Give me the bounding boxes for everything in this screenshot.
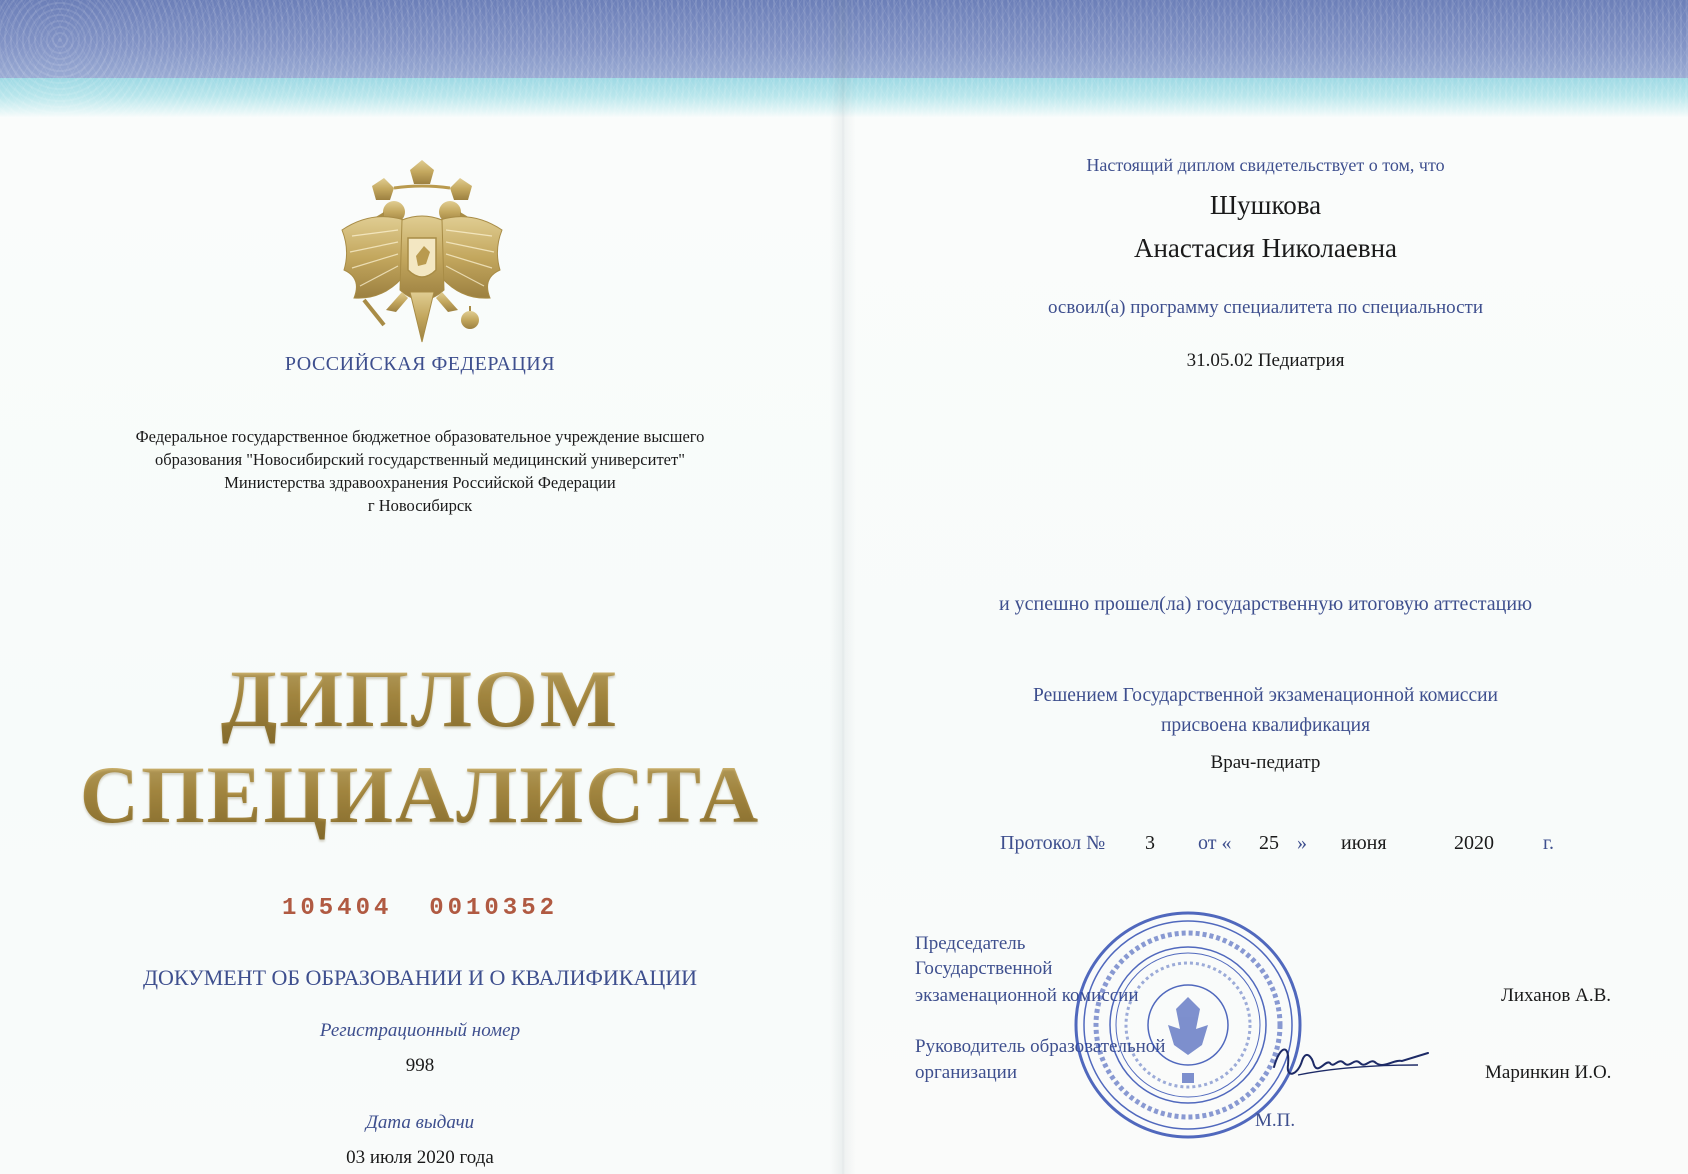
chairman-label-line-2: Государственной: [915, 958, 1053, 979]
diploma-title-line-1: ДИПЛОМ: [60, 652, 780, 746]
mastered-program-text: освоил(а) программу специалитета по специальности: [1047, 297, 1484, 318]
protocol-year: 2020: [1454, 832, 1494, 854]
institution-city: г Новосибирск: [367, 496, 473, 515]
chairman-label-line-1: Председатель: [915, 933, 1026, 954]
page-fold: [830, 0, 856, 1174]
graduate-surname: Шушкова: [1209, 190, 1322, 220]
issue-date: 03 июля 2020 года: [346, 1147, 494, 1168]
chairman-name: Лиханов А.В.: [1501, 985, 1612, 1006]
head-label-line-1: Руководитель образовательной: [915, 1036, 1166, 1057]
attestation-text: и успешно прошел(ла) государственную итоговую аттестацию: [998, 593, 1533, 615]
protocol-number: 3: [1145, 832, 1155, 854]
registration-number: 998: [405, 1055, 435, 1076]
coat-of-arms-icon: [332, 160, 512, 350]
certifies-text: Настоящий диплом свидетельствует о том, что: [1086, 155, 1445, 175]
document-type: ДОКУМЕНТ ОБ ОБРАЗОВАНИИ И О КВАЛИФИКАЦИИ: [142, 965, 697, 990]
graduate-given-names: Анастасия Николаевна: [1133, 233, 1398, 263]
institution-line-1: Федеральное государственное бюджетное образовательное учреждение высшего: [135, 427, 705, 446]
protocol-label: Протокол №: [1000, 832, 1106, 854]
qualification: Врач-педиатр: [1210, 752, 1321, 773]
diploma-title-line-2: СПЕЦИАЛИСТА: [60, 748, 780, 842]
signature-icon: [1268, 1035, 1433, 1085]
protocol-day: 25: [1259, 832, 1279, 854]
institution-name: [60, 425, 780, 517]
institution-line-3: Министерства здравоохранения Российской Федерации: [224, 473, 616, 492]
head-label-line-2: организации: [915, 1062, 1018, 1083]
diploma-right-page: [843, 118, 1688, 1174]
protocol-from: от «: [1198, 832, 1232, 854]
round-seal-icon: [1068, 905, 1308, 1145]
country-name: РОССИЙСКАЯ ФЕДЕРАЦИЯ: [284, 353, 556, 375]
registration-label: Регистрационный номер: [319, 1020, 521, 1041]
protocol-month: июня: [1341, 832, 1387, 854]
protocol-year-suffix: г.: [1543, 832, 1554, 854]
issue-date-label: Дата выдачи: [365, 1112, 475, 1133]
serial-number: 105404 0010352: [281, 895, 559, 922]
decision-line-1: Решением Государственной экзаменационной комиссии: [1033, 685, 1498, 706]
seal-place-label: М.П.: [1255, 1110, 1296, 1131]
institution-line-2: образования "Новосибирский государственный медицинский университет": [155, 450, 685, 469]
decision-line-2: присвоена квалификация: [1160, 715, 1371, 736]
diploma-left-page: [0, 118, 843, 1174]
head-name: Маринкин И.О.: [1485, 1062, 1612, 1083]
protocol-close-quote: »: [1297, 832, 1307, 854]
chairman-label-line-3: экзаменационной комиссии: [915, 985, 1139, 1006]
specialty: 31.05.02 Педиатрия: [1186, 350, 1345, 371]
